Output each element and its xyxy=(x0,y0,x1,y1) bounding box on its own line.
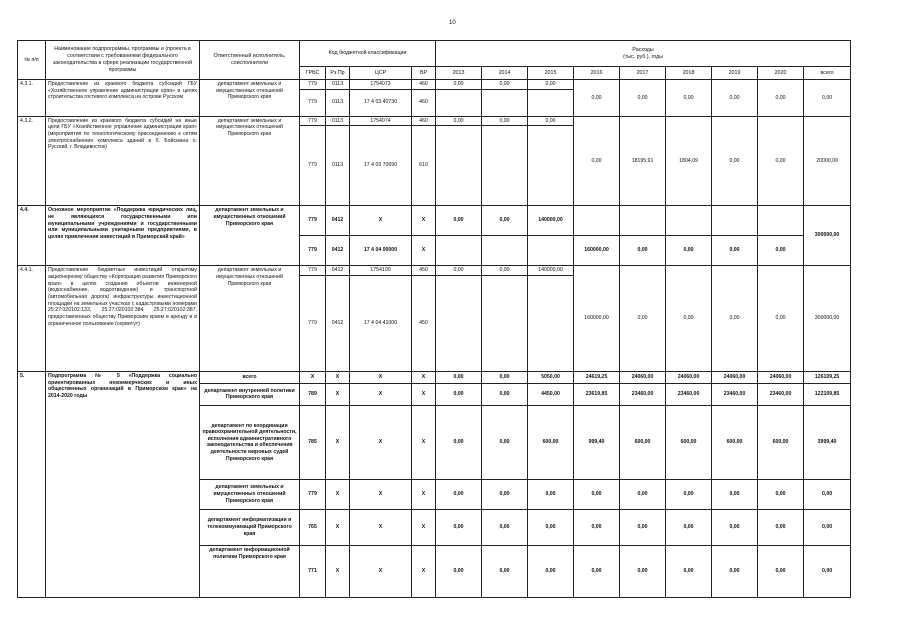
cell-2016: 0,00 xyxy=(574,545,620,597)
cell-empty xyxy=(528,89,574,116)
cell-total: 0,00 xyxy=(804,479,851,509)
cell-rzpr: X xyxy=(326,371,350,383)
cell-grbs: 779 xyxy=(300,116,326,126)
cell-2015: 5050,00 xyxy=(528,371,574,383)
cell-2020: 24060,00 xyxy=(758,371,804,383)
header-2017: 2017 xyxy=(620,67,666,80)
cell-2018: 0,00 xyxy=(666,80,712,117)
cell-2017: 0,00 xyxy=(620,80,666,117)
header-2019: 2019 xyxy=(712,67,758,80)
cell-grbs: 779 xyxy=(300,89,326,116)
header-vr: ВР xyxy=(412,67,436,80)
cell-rzpr: X xyxy=(326,383,350,405)
cell-total: 126109,25 xyxy=(804,371,851,383)
cell-2013: 0,00 xyxy=(436,80,482,90)
cell-2014: 0,00 xyxy=(482,80,528,90)
cell-2019: 24060,00 xyxy=(712,371,758,383)
cell-2016: 999,40 xyxy=(574,405,620,479)
cell-2020: 0,00 xyxy=(758,545,804,597)
cell-2019: 0,00 xyxy=(712,266,758,372)
cell-2018: 600,00 xyxy=(666,405,712,479)
cell-empty xyxy=(482,126,528,206)
row-executor: департамент внутренней политики Приморского края xyxy=(200,383,300,405)
table-row xyxy=(18,116,851,126)
header-csr: ЦСР xyxy=(350,67,412,80)
cell-grbs: 789 xyxy=(300,383,326,405)
cell-2018: 0,00 xyxy=(666,545,712,597)
cell-2016: 24619,25 xyxy=(574,371,620,383)
cell-rzpr: 0113 xyxy=(326,126,350,206)
row-executor: всего xyxy=(200,371,300,383)
cell-grbs: 779 xyxy=(300,275,326,371)
row-name: Предоставление из краевого бюджета субсидий на иные цели ГБУ «Хозяйственное управление администрации края» (мероприятия по технологическому присоединению к сетям электроснабжения комплекса зданий в б. Бойсмана о. Русский, г. Владивосток) xyxy=(46,116,200,206)
cell-empty xyxy=(528,275,574,371)
cell-empty xyxy=(436,236,482,266)
header-rzpr: Рз Пр xyxy=(326,67,350,80)
cell-total: 0,00 xyxy=(804,509,851,545)
cell-vr: X xyxy=(412,545,436,597)
cell-2017: 18195,91 xyxy=(620,116,666,206)
row-executor: департамент земельных и имущественных отношений Приморского края xyxy=(200,206,300,266)
cell-empty xyxy=(758,206,804,236)
row-num: 4.4.1. xyxy=(18,266,46,372)
cell-empty xyxy=(528,236,574,266)
cell-2013: 0,00 xyxy=(436,206,482,236)
cell-csr: X xyxy=(350,509,412,545)
cell-2014: 0,00 xyxy=(482,545,528,597)
cell-2016: 160000,00 xyxy=(574,236,620,266)
cell-2016: 0,00 xyxy=(574,479,620,509)
cell-2015: 0,00 xyxy=(528,116,574,126)
cell-2018: 1804,09 xyxy=(666,116,712,206)
cell-2015: 600,00 xyxy=(528,405,574,479)
cell-2018: 0,00 xyxy=(666,509,712,545)
cell-rzpr: X xyxy=(326,405,350,479)
cell-rzpr: 0412 xyxy=(326,206,350,236)
cell-rzpr: 0412 xyxy=(326,236,350,266)
row-name: Предоставление бюджетных инвестиций открытому акционерному обществу «Корпорация развития Приморского края» в целях создания объектов инженерной (водоснабжение, водоотведение) и транспортной (автомобильная дорога) инфраструктуры инвестиционной площадки на земельных участках с кадастровыми номерами 25:27:020102:133, 25:27:020102:384 25:27:020102:387, предоставленных обществу Приморским краем в аренду и в ограниченное пользование (сервитут) xyxy=(46,266,200,372)
cell-2020: 23460,00 xyxy=(758,383,804,405)
header-grbs: ГРБС xyxy=(300,67,326,80)
row-executor: департамент земельных и имущественных отношений Приморского края xyxy=(200,266,300,372)
cell-empty xyxy=(482,89,528,116)
cell-csr: 17 4 04 00000 xyxy=(350,236,412,266)
cell-empty xyxy=(436,126,482,206)
row-executor: департамент информационной политики Приморского края xyxy=(200,545,300,597)
header-2020: 2020 xyxy=(758,67,804,80)
cell-2017: 0,00 xyxy=(620,479,666,509)
cell-rzpr: 0113 xyxy=(326,89,350,116)
row-num: 4.3.1. xyxy=(18,80,46,117)
cell-csr: X xyxy=(350,206,412,236)
header-executor: Ответственный исполнитель, соисполнители xyxy=(200,41,300,80)
cell-2016: 0,00 xyxy=(574,80,620,117)
row-name: Предоставление из краевого бюджета субсидий ГБУ «Хозяйственное управление администрации края» в целях строительства гостевого комплекса на острове Русском xyxy=(46,80,200,117)
cell-rzpr: 0412 xyxy=(326,275,350,371)
cell-2017: 0,00 xyxy=(620,266,666,372)
cell-2016: 0,00 xyxy=(574,116,620,206)
cell-grbs: 765 xyxy=(300,509,326,545)
cell-2015: 4450,00 xyxy=(528,383,574,405)
cell-empty xyxy=(528,126,574,206)
cell-vr: 460 xyxy=(412,89,436,116)
cell-2019: 0,00 xyxy=(712,545,758,597)
cell-csr: 17 4 03 40730 xyxy=(350,89,412,116)
cell-csr: X xyxy=(350,405,412,479)
cell-2017: 0,00 xyxy=(620,509,666,545)
cell-2015: 0,00 xyxy=(528,545,574,597)
cell-2013: 0,00 xyxy=(436,266,482,276)
cell-2015: 140000,00 xyxy=(528,206,574,236)
cell-csr: X xyxy=(350,545,412,597)
cell-2013: 0,00 xyxy=(436,479,482,509)
cell-2018: 23460,00 xyxy=(666,383,712,405)
row-name: Подпрограмма № 5 «Поддержка социально ориентированных некоммерческих и иных общественных организаций в Приморском крае» на 2014-2020 годы xyxy=(46,371,200,597)
cell-rzpr: X xyxy=(326,509,350,545)
cell-csr: 17 4 04 41000 xyxy=(350,275,412,371)
cell-empty xyxy=(436,89,482,116)
cell-vr: 460 xyxy=(412,80,436,90)
cell-vr: X xyxy=(412,236,436,266)
cell-2017: 0,00 xyxy=(620,236,666,266)
cell-2015: 140000,00 xyxy=(528,266,574,276)
header-name: Наименование подпрограммы, программы и (проекта в соответствии с требованиями федерального законодательства в сфере реализации государственной программы xyxy=(46,41,200,80)
cell-2016: 23619,85 xyxy=(574,383,620,405)
cell-total: 0,00 xyxy=(804,545,851,597)
cell-vr: 610 xyxy=(412,126,436,206)
cell-2014: 0,00 xyxy=(482,405,528,479)
cell-total: 300000,00 xyxy=(804,206,851,266)
cell-csr: 1754073 xyxy=(350,80,412,90)
cell-2018: 0,00 xyxy=(666,236,712,266)
cell-vr: X xyxy=(412,479,436,509)
row-executor: департамент земельных и имущественных отношений Приморского края xyxy=(200,80,300,117)
cell-2020: 600,00 xyxy=(758,405,804,479)
cell-2019: 0,00 xyxy=(712,80,758,117)
cell-2016: 0,00 xyxy=(574,509,620,545)
cell-2019: 23460,00 xyxy=(712,383,758,405)
cell-total: 20000,00 xyxy=(804,116,851,206)
cell-2020: 0,00 xyxy=(758,509,804,545)
cell-2019: 600,00 xyxy=(712,405,758,479)
cell-2014: 0,00 xyxy=(482,509,528,545)
cell-empty xyxy=(666,206,712,236)
cell-grbs: 779 xyxy=(300,206,326,236)
cell-rzpr: X xyxy=(326,479,350,509)
cell-2013: 0,00 xyxy=(436,545,482,597)
row-num: 5. xyxy=(18,371,46,597)
cell-2015: 0,00 xyxy=(528,509,574,545)
cell-csr: 1754074 xyxy=(350,116,412,126)
cell-2019: 0,00 xyxy=(712,116,758,206)
cell-grbs: 779 xyxy=(300,266,326,276)
cell-csr: 17 4 03 70690 xyxy=(350,126,412,206)
cell-vr: 450 xyxy=(412,275,436,371)
cell-rzpr: X xyxy=(326,545,350,597)
budget-table xyxy=(17,40,851,598)
cell-empty xyxy=(574,206,620,236)
cell-empty xyxy=(436,275,482,371)
row-executor: департамент земельных и имущественных отношений Приморского края xyxy=(200,479,300,509)
row-name: Основное мероприятие «Поддержка юридических лиц, не являющихся государственными или муниципальными учреждениями и государственными или муниципальными унитарными предприятиями, в целях привлечения инвестиций в Приморский край» xyxy=(46,206,200,266)
table-row xyxy=(18,371,851,383)
table-row xyxy=(18,206,851,236)
cell-2019: 0,00 xyxy=(712,236,758,266)
cell-2020: 0,00 xyxy=(758,80,804,117)
cell-csr: X xyxy=(350,371,412,383)
cell-2014: 0,00 xyxy=(482,371,528,383)
cell-2014: 0,00 xyxy=(482,206,528,236)
cell-vr: X xyxy=(412,206,436,236)
cell-empty xyxy=(482,236,528,266)
cell-empty xyxy=(712,206,758,236)
cell-2015: 0,00 xyxy=(528,80,574,90)
cell-2013: 0,00 xyxy=(436,371,482,383)
cell-2020: 0,00 xyxy=(758,479,804,509)
header-2016: 2016 xyxy=(574,67,620,80)
cell-2014: 0,00 xyxy=(482,383,528,405)
cell-csr: 1754100 xyxy=(350,266,412,276)
cell-2017: 0,00 xyxy=(620,545,666,597)
cell-grbs: 779 xyxy=(300,126,326,206)
cell-2015: 0,00 xyxy=(528,479,574,509)
cell-2018: 24060,00 xyxy=(666,371,712,383)
table-row xyxy=(18,80,851,90)
cell-2019: 0,00 xyxy=(712,509,758,545)
cell-2013: 0,00 xyxy=(436,509,482,545)
cell-2020: 0,00 xyxy=(758,266,804,372)
cell-2019: 0,00 xyxy=(712,479,758,509)
cell-vr: 460 xyxy=(412,116,436,126)
header-total: всего xyxy=(804,67,851,80)
cell-total: 300000,00 xyxy=(804,266,851,372)
cell-2013: 0,00 xyxy=(436,405,482,479)
cell-grbs: 779 xyxy=(300,236,326,266)
header-2014: 2014 xyxy=(482,67,528,80)
row-num: 4.4. xyxy=(18,206,46,266)
cell-2014: 0,00 xyxy=(482,479,528,509)
cell-vr: X xyxy=(412,405,436,479)
header-num: № п/п xyxy=(18,41,46,80)
header-2015: 2015 xyxy=(528,67,574,80)
page-number: 10 xyxy=(449,20,456,26)
cell-2017: 23460,00 xyxy=(620,383,666,405)
cell-2014: 0,00 xyxy=(482,266,528,276)
cell-total: 122109,85 xyxy=(804,383,851,405)
cell-grbs: 785 xyxy=(300,405,326,479)
cell-csr: X xyxy=(350,383,412,405)
cell-2020: 0,00 xyxy=(758,116,804,206)
cell-2018: 0,00 xyxy=(666,266,712,372)
header-2018: 2018 xyxy=(666,67,712,80)
cell-vr: X xyxy=(412,383,436,405)
cell-empty xyxy=(482,275,528,371)
cell-vr: X xyxy=(412,509,436,545)
header-budget-code: Код бюджетной классификации xyxy=(300,41,436,67)
row-executor: департамент земельных и имущественных отношений Приморского края xyxy=(200,116,300,206)
cell-2017: 24060,00 xyxy=(620,371,666,383)
table-row xyxy=(18,266,851,276)
cell-rzpr: 0113 xyxy=(326,116,350,126)
cell-total: 3999,40 xyxy=(804,405,851,479)
row-executor: департамент информатизации и телекоммуникаций Приморского края xyxy=(200,509,300,545)
cell-2017: 600,00 xyxy=(620,405,666,479)
row-executor: департамент по координации правоохранительной деятельности, исполнения административного законодательства и обеспечения деятельности мировых судей Приморского края xyxy=(200,405,300,479)
cell-grbs: 779 xyxy=(300,80,326,90)
row-num: 4.3.2. xyxy=(18,116,46,206)
cell-csr: X xyxy=(350,479,412,509)
header-expenses: Расходы (тыс. руб.), годы xyxy=(436,41,851,67)
table-header-row-1 xyxy=(18,41,851,67)
cell-2013: 0,00 xyxy=(436,383,482,405)
cell-2016: 160000,00 xyxy=(574,266,620,372)
cell-grbs: X xyxy=(300,371,326,383)
cell-2020: 0,00 xyxy=(758,236,804,266)
cell-2018: 0,00 xyxy=(666,479,712,509)
cell-rzpr: 0113 xyxy=(326,80,350,90)
cell-vr: 450 xyxy=(412,266,436,276)
cell-grbs: 771 xyxy=(300,545,326,597)
cell-2014: 0,00 xyxy=(482,116,528,126)
cell-grbs: 779 xyxy=(300,479,326,509)
cell-vr: X xyxy=(412,371,436,383)
header-2013: 2013 xyxy=(436,67,482,80)
cell-empty xyxy=(620,206,666,236)
cell-2013: 0,00 xyxy=(436,116,482,126)
cell-rzpr: 0412 xyxy=(326,266,350,276)
cell-total: 0,00 xyxy=(804,80,851,117)
